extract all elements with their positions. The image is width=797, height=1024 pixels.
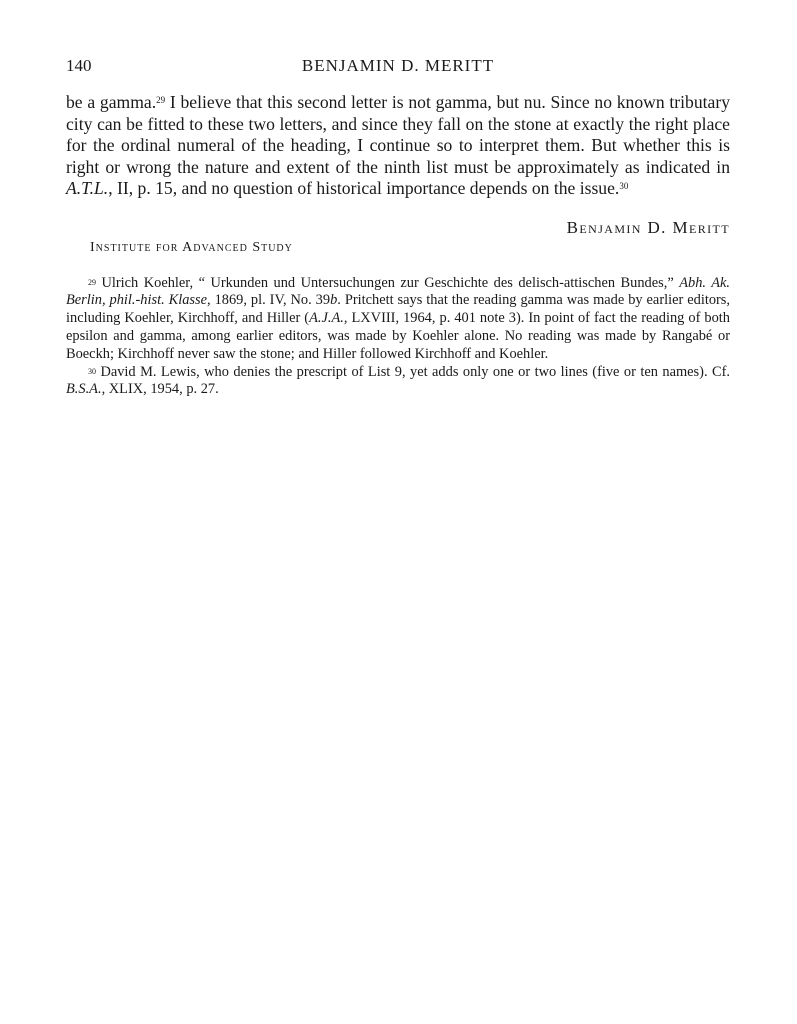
footnotes	[66, 275, 730, 400]
body-text-segment: be a gamma.	[66, 92, 157, 112]
body-text-segment: I believe that this second letter is not gamma, but nu. Since no known tributary city can be fitted to these two letters, and since they fall on the stone at exactly the right place for the ordinal numeral of the heading, I continue so to interpret them. But whether this is right or wrong the nature and extent of the ninth list must be approximately as indicated in	[66, 92, 730, 177]
footnote-30	[66, 364, 730, 400]
footnote-journal-title: Abh. Ak. Berlin, phil.-hist. Klasse	[66, 274, 730, 309]
signature-author: Benjamin D. Meritt	[566, 217, 730, 237]
footnote-text: , XLIX, 1954, p. 27.	[101, 381, 219, 398]
running-title: BENJAMIN D. MERITT	[301, 56, 495, 75]
footnote-29	[66, 275, 730, 364]
footnote-number: 29	[88, 277, 96, 287]
body-text-segment: , II, p. 15, and no question of historical importance depends on the issue.	[108, 178, 620, 199]
running-head	[66, 56, 730, 80]
footnote-reference-30[interactable]: 30	[619, 181, 629, 192]
footnote-text: David M. Lewis, who denies the prescript of List 9, yet adds only one or two lines (five or ten names). Cf.	[96, 363, 730, 380]
signature-institution: Institute for Advanced Study	[90, 239, 293, 255]
footnote-text: . Pritchett says that the reading gamma was made by earlier editors, including Koehler, Kirchhoff, and Hiller (	[66, 292, 731, 327]
footnote-journal-title: B.S.A.	[66, 381, 102, 398]
footnote-text: Ulrich Koehler, “ Urkunden und Untersuchungen zur Geschichte des delisch-attischen Bundes,”	[96, 274, 680, 291]
footnote-text: , LXVIII, 1964, p. 401 note 3). In point of fact the reading of both epsilon and gamma, among earlier editors, was made by Koehler alone. No reading was made by Rangabé or Boeckh; Kirchhoff never saw the stone; and Hiller followed Kirchhoff and Koehler.	[66, 310, 731, 362]
footnote-number: 30	[88, 366, 96, 376]
atl-citation: A.T.L.	[66, 178, 109, 199]
footnote-text: , 1869, pl. IV, No. 39	[207, 292, 331, 309]
body-paragraph	[66, 92, 730, 200]
footnote-journal-title: A.J.A.	[309, 310, 344, 327]
footnote-text-italic: b	[330, 292, 338, 309]
footnote-reference-29[interactable]: 29	[156, 95, 166, 105]
page-number: 140	[66, 56, 92, 75]
page	[66, 56, 730, 399]
